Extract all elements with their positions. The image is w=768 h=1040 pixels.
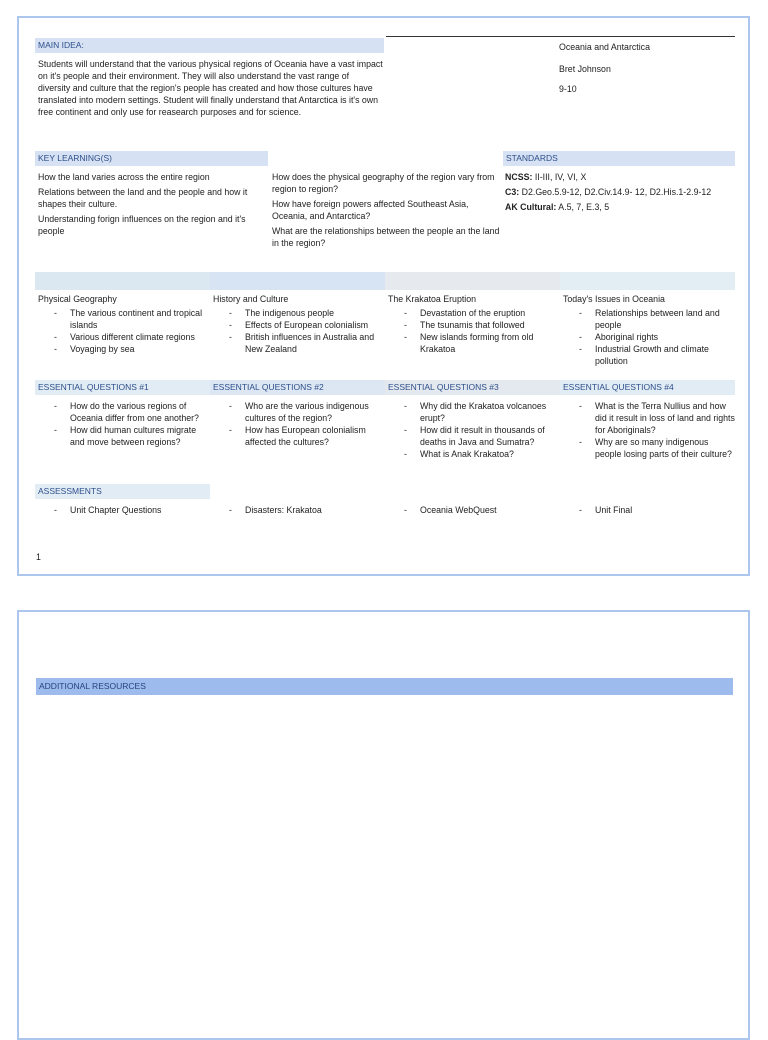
assessment-list-1 — [35, 504, 210, 516]
key-learning-header: KEY LEARNING(S) — [35, 151, 268, 166]
essential-questions-2-list — [210, 400, 385, 448]
essential-question-item: - What is Anak Krakatoa? — [385, 448, 555, 460]
key-learning-list — [38, 171, 264, 240]
topic-item: - Aboriginal rights — [560, 331, 735, 343]
main-idea-header: MAIN IDEA: — [35, 38, 384, 53]
key-learning-item: How the land varies across the entire region — [38, 172, 210, 182]
assessment-list-3 — [385, 504, 560, 516]
assessment-list-4 — [560, 504, 735, 516]
color-band — [210, 272, 385, 290]
topic-title: The Krakatoa Eruption — [388, 294, 477, 304]
topic-item: - Voyaging by sea — [35, 343, 210, 355]
topic-item: - British influences in Australia and New Zealand — [210, 331, 385, 355]
topic-item: - Effects of European colonialism — [210, 319, 385, 331]
unit-question-item: What are the relationships between the people an the land in the region? — [272, 226, 500, 248]
document-page-1 — [17, 16, 750, 576]
essential-question-item: - How did it result in thousands of deaths in Java and Sumatra? — [385, 424, 555, 448]
standard-label: NCSS: — [505, 172, 533, 182]
color-band — [560, 272, 735, 290]
key-learning-item: Relations between the land and the people and how it shapes their culture. — [38, 187, 248, 209]
topic-column-4 — [560, 292, 735, 367]
divider-line — [386, 36, 735, 37]
unit-title: Oceania and Antarctica — [559, 42, 650, 52]
standard-label: C3: — [505, 187, 520, 197]
topic-item: - Industrial Growth and climate pollution — [560, 343, 735, 367]
standard-label: AK Cultural: — [505, 202, 557, 212]
assessment-list-2 — [210, 504, 385, 516]
main-idea-text: Students will understand that the various physical regions of Oceania have a vast impact on it's people and their environment. They will also understand the vast range of diversity and culture that the region's people has created and how those cultures have translated into modern settings. Student will finally understand that Antarctica is it's own free continent and only use for reasearch purposes and for science. — [38, 59, 383, 117]
essential-question-item: - How has European colonialism affected the cultures? — [210, 424, 385, 448]
topic-title: Physical Geography — [38, 294, 117, 304]
essential-questions-1-header: ESSENTIAL QUESTIONS #1 — [35, 380, 210, 395]
topic-item: - The indigenous people — [210, 307, 385, 319]
color-band — [35, 272, 210, 290]
standard-value: II-III, IV, VI, X — [532, 172, 587, 182]
topic-column-2 — [210, 292, 385, 355]
topic-title: History and Culture — [213, 294, 289, 304]
essential-question-item: - How do the various regions of Oceania differ from one another? — [35, 400, 207, 424]
topic-item: - Devastation of the eruption — [385, 307, 560, 319]
unit-grades: 9-10 — [559, 84, 577, 94]
topic-item: - Relationships between land and people — [560, 307, 735, 331]
essential-question-item: - Who are the various indigenous cultures of the region? — [210, 400, 385, 424]
topic-column-1 — [35, 292, 210, 355]
essential-questions-4-header: ESSENTIAL QUESTIONS #4 — [560, 380, 735, 395]
assessments-header: ASSESSMENTS — [35, 484, 210, 499]
additional-resources-header: ADDITIONAL RESOURCES — [36, 678, 733, 695]
essential-question-item: - What is the Terra Nullius and how did it result in loss of land and rights for Aboriginals? — [560, 400, 735, 436]
standards-list — [505, 171, 737, 216]
topic-item: - The tsunamis that followed — [385, 319, 560, 331]
essential-questions-4-list — [560, 400, 735, 460]
assessment-item: - Unit Chapter Questions — [35, 504, 210, 516]
unit-question-item: How does the physical geography of the region vary from region to region? — [272, 172, 495, 194]
topic-item: - New islands forming from old Krakatoa — [385, 331, 560, 355]
standard-item — [505, 171, 737, 183]
standards-header: STANDARDS — [503, 151, 735, 166]
topic-item: - Various different climate regions — [35, 331, 210, 343]
topic-column-3 — [385, 292, 560, 355]
essential-question-item: - How did human cultures migrate and move between regions? — [35, 424, 207, 448]
assessment-item: - Oceania WebQuest — [385, 504, 560, 516]
topic-title: Today's Issues in Oceania — [563, 294, 665, 304]
standard-value: A.5, 7, E.3, 5 — [556, 202, 610, 212]
key-learning-item: Understanding forign influences on the region and it's people — [38, 214, 246, 236]
essential-question-item: - Why did the Krakatoa volcanoes erupt? — [385, 400, 555, 424]
essential-question-item: - Why are so many indigenous people losing parts of their culture? — [560, 436, 735, 460]
document-page-2 — [17, 610, 750, 1040]
unit-author: Bret Johnson — [559, 64, 611, 74]
unit-questions-list — [272, 171, 500, 252]
standard-value: D2.Geo.5.9-12, D2.Civ.14.9- 12, D2.His.1-2.9-12 — [519, 187, 712, 197]
assessment-item: - Unit Final — [560, 504, 735, 516]
color-band — [385, 272, 560, 290]
essential-questions-1-list — [35, 400, 207, 448]
standard-item — [505, 201, 737, 213]
essential-questions-3-list — [385, 400, 555, 460]
essential-questions-3-header: ESSENTIAL QUESTIONS #3 — [385, 380, 560, 395]
standard-item — [505, 186, 737, 198]
unit-question-item: How have foreign powers affected Southeast Asia, Oceania, and Antarctica? — [272, 199, 469, 221]
assessment-item: - Disasters: Krakatoa — [210, 504, 385, 516]
page-number: 1 — [36, 552, 41, 562]
topic-item: - The various continent and tropical islands — [35, 307, 210, 331]
essential-questions-2-header: ESSENTIAL QUESTIONS #2 — [210, 380, 385, 395]
